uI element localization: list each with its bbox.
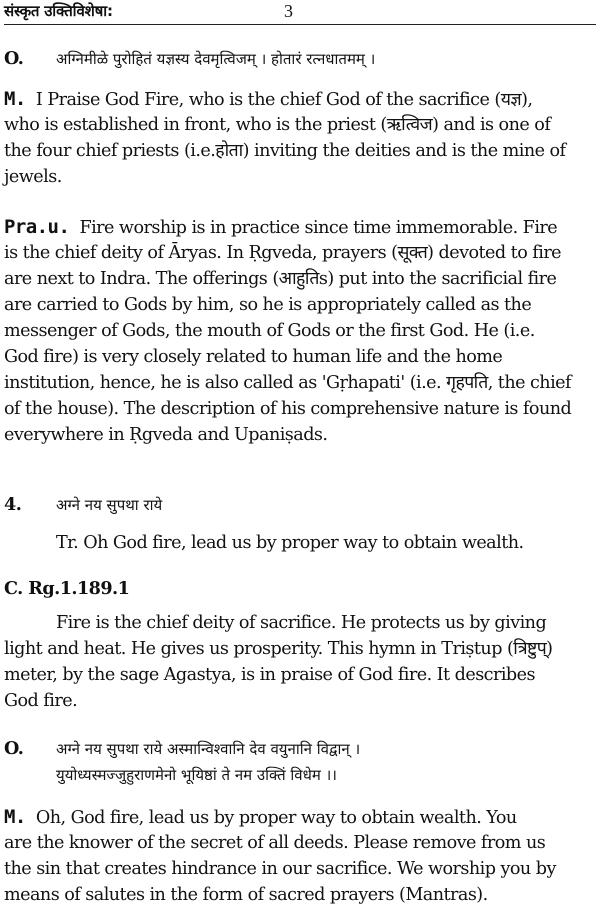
context-line: meter, by the sage Agastya, is in praise of God fire. It describes <box>4 665 535 685</box>
context-line: God fire. <box>4 691 78 711</box>
meaning-line: M. Oh, God fire, lead us by proper way to obtain wealth. You <box>4 806 517 828</box>
commentary-line: institution, hence, he is also called as 'Gṛhapati' (i.e. गृहपति, the chief <box>4 373 571 393</box>
meaning-block-2 <box>0 806 600 918</box>
meaning-line: jewels. <box>4 167 62 187</box>
context-line: Fire is the chief deity of sacrifice. He protects us by giving <box>56 613 547 633</box>
meaning-line: are the knower of the secret of all deeds. Please remove from us <box>4 833 546 853</box>
original-verse-2 <box>0 738 600 790</box>
verse-number: 4. <box>4 494 22 515</box>
commentary-line: is the chief deity of Āryas. In Ṛgveda, prayers (सूक्त) devoted to fire <box>4 243 562 263</box>
header-title: संस्कृत उक्तिविशेषा: <box>4 2 113 20</box>
meaning-line: M. I Praise God Fire, who is the chief God of the sacrifice (यज्ञ), <box>4 88 533 110</box>
context-line: light and heat. He gives us prosperity. This hymn in Triṣtup (त्रिष्टुप्) <box>4 639 553 659</box>
meaning-block-1 <box>0 88 600 200</box>
meaning-label: M. <box>4 806 26 828</box>
context-block <box>0 578 600 718</box>
sanskrit-verse-line: अग्ने नय सुपथा राये अस्मान्विश्वानि देव वयुनानि विद्वान् । <box>56 740 361 758</box>
meaning-line: who is established in front, who is the priest (ऋत्विज) and is one of <box>4 115 551 135</box>
page-number: 3 <box>284 1 293 21</box>
meaning-label: M. <box>4 88 26 110</box>
meaning-line: the sin that creates hindrance in our sacrifice. We worship you by <box>4 859 556 879</box>
commentary-label: Pra.u. <box>4 216 70 238</box>
commentary-line: everywhere in Ṛgveda and Upaniṣads. <box>4 425 328 445</box>
meaning-line: the four chief priests (i.e.होता) inviting the deities and is the mine of <box>4 141 566 161</box>
verse-label: O. <box>4 738 24 759</box>
commentary-line: messenger of Gods, the mouth of Gods or the first God. He (i.e. <box>4 321 535 341</box>
verse-label: O. <box>4 48 24 69</box>
sanskrit-verse-line: अग्निमीळे पुरोहितं यज्ञस्य देवमृत्विजम् । होतारं रत्नधातमम् । <box>56 50 376 68</box>
sanskrit-verse-line: अग्ने नय सुपथा राये <box>56 496 163 514</box>
sanskrit-verse-line: युयोध्यस्मज्जुहुराणमेनो भूयिष्ठां ते नम उक्तिं विधेम ।। <box>56 766 337 784</box>
commentary-block <box>0 216 600 456</box>
original-verse-1 <box>0 48 600 74</box>
commentary-line: are carried to Gods by him, so he is appropriately called as the <box>4 295 532 315</box>
commentary-line: Pra.u. Fire worship is in practice since time immemorable. Fire <box>4 216 558 238</box>
page-header <box>4 0 596 25</box>
commentary-line: are next to Indra. The offerings (आहुतिs) put into the sacrificial fire <box>4 269 557 289</box>
translation-line: Tr. Oh God fire, lead us by proper way to obtain wealth. <box>56 533 524 553</box>
meaning-line: means of salutes in the form of sacred prayers (Mantras). <box>4 885 488 905</box>
context-label: C. Rg.1.189.1 <box>4 578 130 599</box>
commentary-line: God fire) is very closely related to human life and the home <box>4 347 503 367</box>
numbered-verse-4 <box>0 494 600 554</box>
commentary-line: of the house). The description of his comprehensive nature is found <box>4 399 572 419</box>
